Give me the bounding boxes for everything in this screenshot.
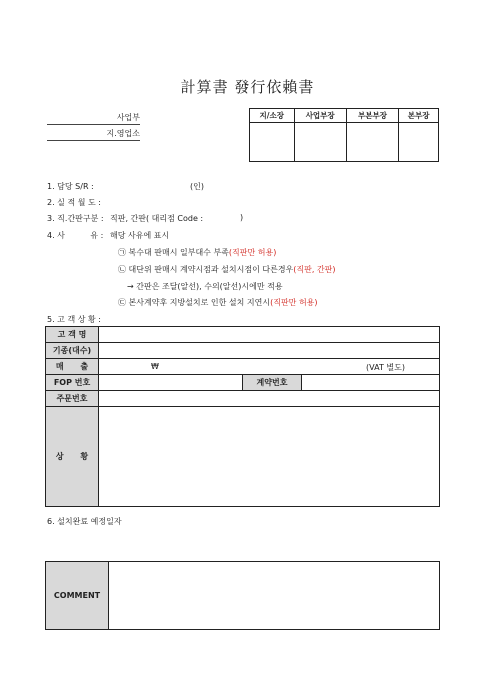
contract-number-field[interactable] bbox=[302, 375, 440, 391]
sign-box[interactable] bbox=[250, 123, 295, 162]
customer-status-table bbox=[45, 326, 440, 507]
reason-2-note: (직판, 간판) bbox=[293, 265, 336, 274]
fop-number-label: FOP 번호 bbox=[46, 375, 99, 391]
sales-label: 매 출 bbox=[46, 359, 99, 375]
reason-1 bbox=[118, 247, 276, 258]
sign-header-division-manager: 사업부장 bbox=[294, 109, 346, 123]
reason-3-text: ㉢ 본사계약후 지방설치로 인한 설치 지연시 bbox=[118, 298, 271, 307]
seal-mark: (인) bbox=[190, 182, 204, 191]
sign-box[interactable] bbox=[346, 123, 398, 162]
fop-number-field[interactable] bbox=[99, 375, 243, 391]
sign-box[interactable] bbox=[294, 123, 346, 162]
sign-header-branch-manager: 지/소장 bbox=[250, 109, 295, 123]
vat-note: (VAT 별도) bbox=[366, 363, 405, 372]
comment-table bbox=[45, 561, 440, 630]
status-label: 상 황 bbox=[46, 407, 99, 507]
currency-symbol: ₩ bbox=[151, 362, 159, 371]
approval-sign-table bbox=[249, 108, 439, 162]
reason-3-note: (직판만 허용) bbox=[270, 298, 318, 307]
reason-2 bbox=[118, 264, 336, 275]
reason-1-note: (직판만 허용) bbox=[228, 248, 277, 257]
comment-label: COMMENT bbox=[46, 562, 109, 630]
item-2-label: 2. 실 적 월 도 : bbox=[47, 198, 101, 207]
document-title: 計算書 發行依賴書 bbox=[180, 78, 315, 96]
sales-field[interactable] bbox=[99, 359, 440, 375]
order-number-field[interactable] bbox=[99, 391, 440, 407]
contract-number-label: 계약번호 bbox=[243, 375, 302, 391]
sign-box[interactable] bbox=[399, 123, 439, 162]
item-1-label: 1. 담당 S/R : bbox=[47, 182, 94, 191]
branch-office-label: 지.영업소 bbox=[106, 129, 140, 138]
model-count-field[interactable] bbox=[99, 343, 440, 359]
divider bbox=[47, 140, 140, 141]
reason-3 bbox=[118, 297, 318, 308]
customer-name-label: 고 객 명 bbox=[46, 327, 99, 343]
reason-2-sub: → 간판은 조달(알선), 수의(알선)시에만 적용 bbox=[127, 282, 283, 291]
item-6-label: 6. 설치완료 예정일자 bbox=[47, 517, 122, 526]
status-field[interactable] bbox=[99, 407, 440, 507]
business-unit-label: 사업부 bbox=[116, 113, 140, 122]
sign-header-deputy-head: 부본부장 bbox=[346, 109, 398, 123]
customer-name-field[interactable] bbox=[99, 327, 440, 343]
item-3-close: ) bbox=[240, 213, 244, 222]
item-4-value: 해당 사유에 표시 bbox=[110, 231, 170, 240]
item-4-label: 4. 사 유 : bbox=[47, 231, 104, 240]
reason-2-text: ㉡ 대단위 판매시 계약시점과 설치시점이 다른경우 bbox=[118, 265, 294, 274]
model-count-label: 기종(대수) bbox=[46, 343, 99, 359]
item-3-value: 직판, 간판( 대리점 Code : bbox=[110, 214, 204, 223]
item-3-label: 3. 직.간판구분 : bbox=[47, 214, 104, 223]
item-5-label: 5. 고 객 상 황 : bbox=[47, 315, 101, 324]
comment-field[interactable] bbox=[109, 562, 440, 630]
order-number-label: 주문번호 bbox=[46, 391, 99, 407]
divider bbox=[47, 124, 140, 125]
sign-header-head: 본부장 bbox=[399, 109, 439, 123]
reason-1-text: ㉠ 복수대 판매시 일부대수 부족 bbox=[118, 248, 229, 257]
